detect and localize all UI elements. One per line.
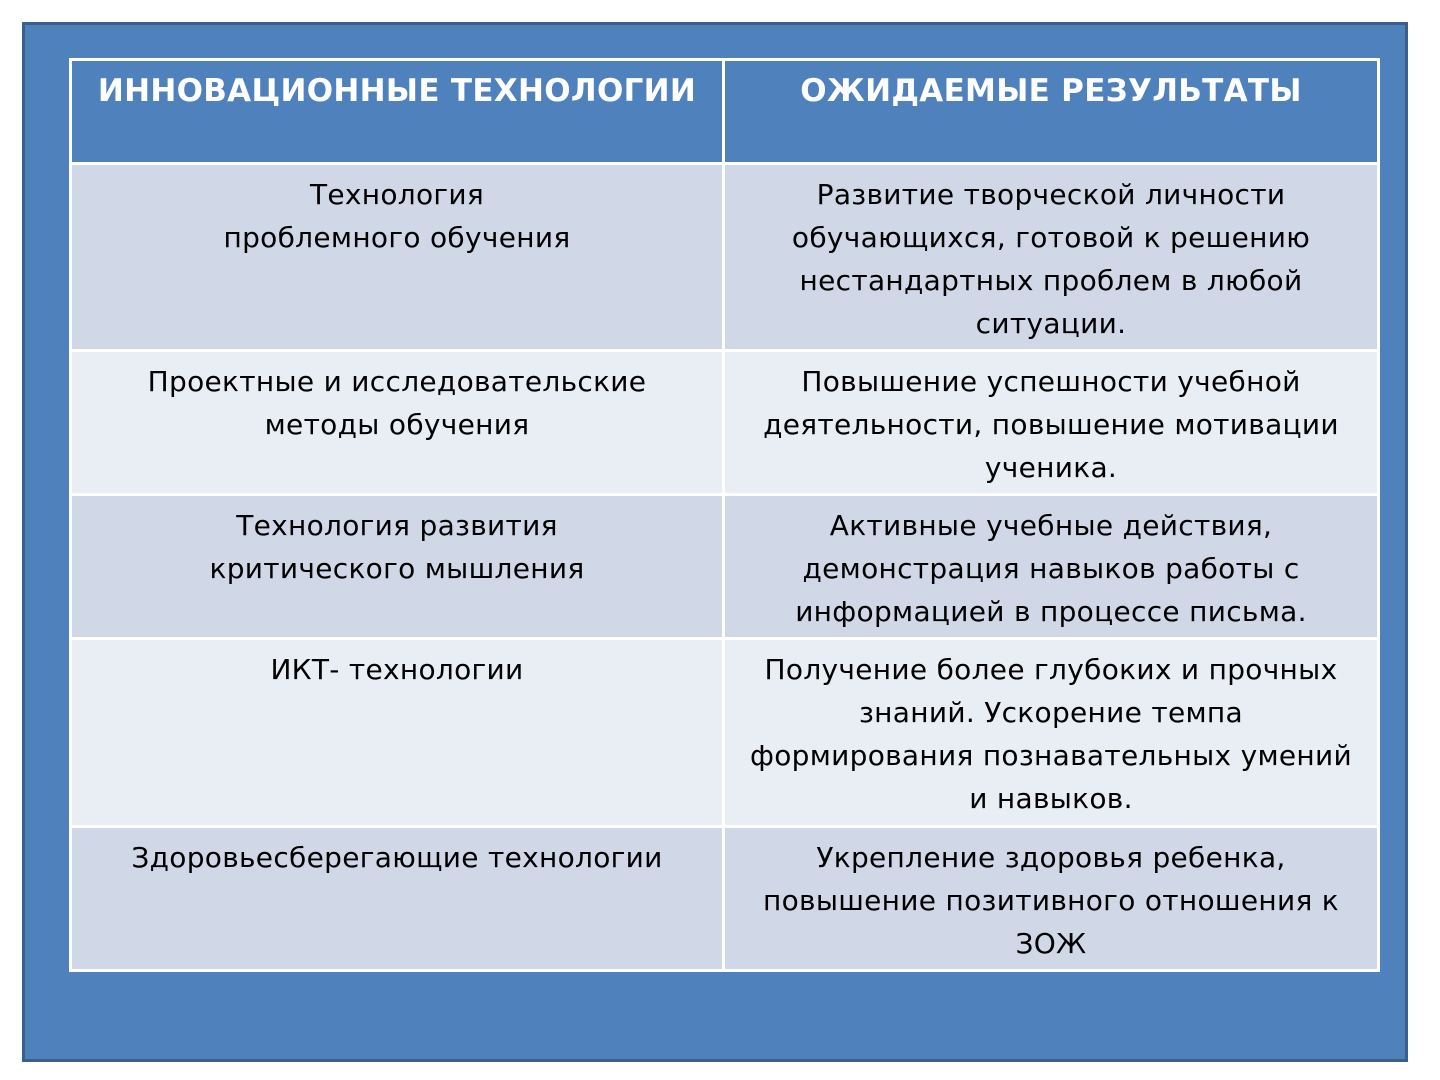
table-header-row [71,60,1379,164]
technology-cell: ИКТ- технологии [71,639,724,827]
table-row [71,164,1379,351]
technologies-table [69,58,1380,972]
slide-frame [22,22,1408,1062]
result-cell: Развитие творческой личности обучающихся, готовой к решению нестандартных проблем в любой ситуации. [724,164,1379,351]
table-row [71,495,1379,639]
result-cell: Повышение успешности учебной деятельности, повышение мотивации ученика. [724,351,1379,495]
technology-cell: Здоровьесберегающие технологии [71,827,724,971]
header-results: ОЖИДАЕМЫЕ РЕЗУЛЬТАТЫ [724,60,1379,164]
technology-cell: Проектные и исследовательские методы обучения [71,351,724,495]
technology-cell: Технология проблемного обучения [71,164,724,351]
result-cell: Укрепление здоровья ребенка, повышение позитивного отношения к ЗОЖ [724,827,1379,971]
table-row [71,351,1379,495]
table-row [71,639,1379,827]
header-technologies: ИННОВАЦИОННЫЕ ТЕХНОЛОГИИ [71,60,724,164]
technology-cell: Технология развития критического мышления [71,495,724,639]
result-cell: Активные учебные действия, демонстрация навыков работы с информацией в процессе письма. [724,495,1379,639]
result-cell: Получение более глубоких и прочных знаний. Ускорение темпа формирования познавательных умений и навыков. [724,639,1379,827]
table-row [71,827,1379,971]
